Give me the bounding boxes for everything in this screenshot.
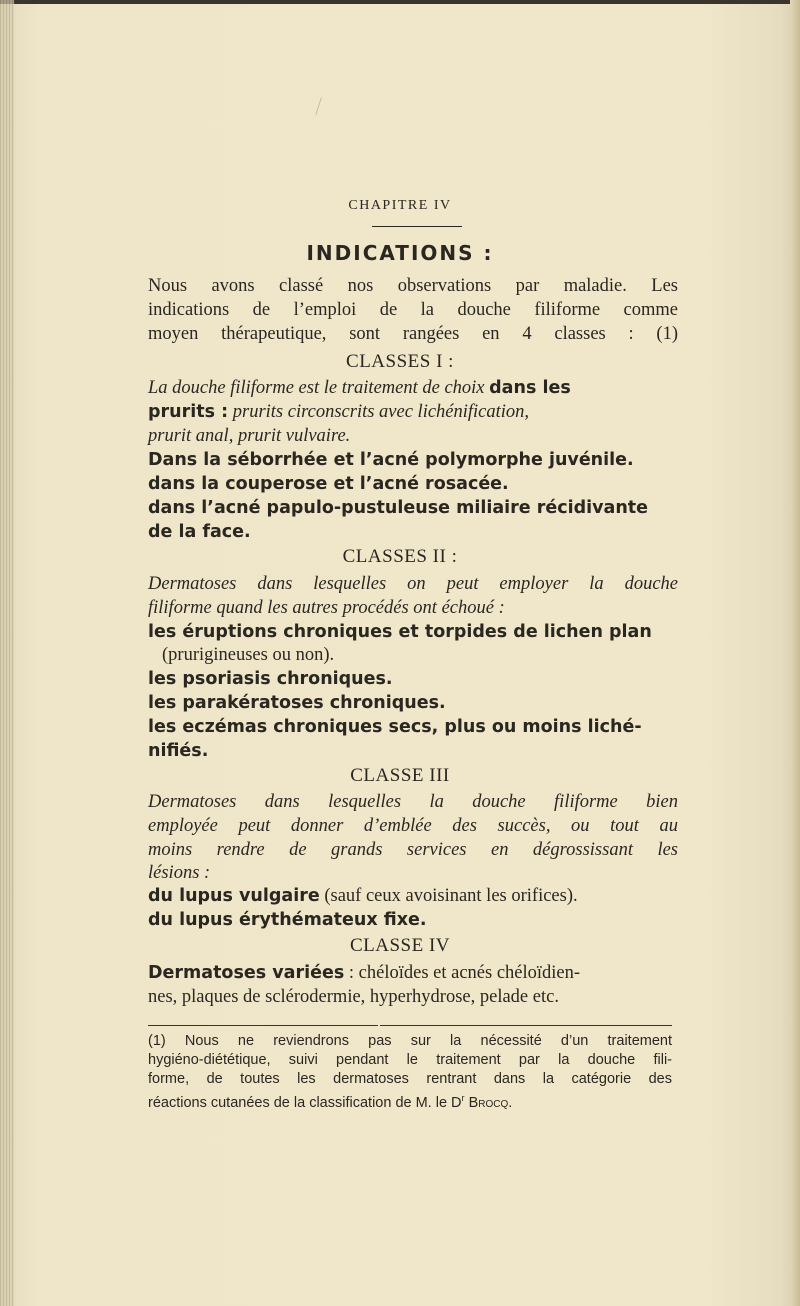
class-3-intro-4: lésions :: [148, 863, 211, 883]
class-3-intro-2: employée peut donner d’emblée des succès, ou tout au: [148, 816, 678, 836]
class-3-line-1: [148, 884, 678, 908]
class-1-line-2: [148, 400, 678, 424]
class-2-item-2: les parakératoses chroniques.: [148, 693, 446, 713]
footnote-sup: r: [461, 1093, 465, 1103]
class-2-line-2: (prurigineuses ou non).: [162, 645, 335, 665]
footnote-rule-left: [148, 1025, 378, 1026]
class-2-intro-2: filiforme quand les autres procédés ont échoué :: [148, 598, 505, 618]
class-1-line-3: prurit anal, prurit vulvaire.: [148, 426, 351, 446]
intro-line-2: indications de l’emploi de la douche filiforme comme: [148, 300, 678, 320]
class-2-line-1: les éruptions chroniques et torpides de lichen plan: [148, 622, 652, 642]
title-rule: [372, 226, 462, 227]
footnote-author: Brocq.: [468, 1094, 513, 1111]
class-1-item-1: Dans la séborrhée et l’acné polymorphe juvénile.: [148, 450, 634, 470]
class-4-line-1-bold: Dermatoses variées: [148, 963, 345, 983]
class-4-line-2: nes, plaques de sclérodermie, hyperhydrose, pelade etc.: [148, 987, 559, 1007]
footnote-line-2: hygiéno-diététique, suivi pendant le traitement par la douche fili-: [148, 1052, 672, 1068]
footnote-line-4-text: réactions cutanées de la classification de M. le D: [148, 1094, 462, 1111]
class-1-item-4: de la face.: [148, 522, 251, 542]
class-1-line-1-bold: dans les: [489, 378, 571, 398]
class-4-line-1-plain: : chéloïdes et acnés chéloïdien-: [348, 963, 581, 983]
class-1-line-1-italic: La douche filiforme est le traitement de choix: [148, 378, 485, 398]
intro-line-1: Nous avons classé nos observations par maladie. Les: [148, 276, 678, 296]
class-3-heading: CLASSE III: [350, 765, 450, 786]
footnote-rule-right: [380, 1025, 672, 1026]
class-2-item-1: les psoriasis chroniques.: [148, 669, 393, 689]
class-1-heading: CLASSES I :: [346, 351, 454, 372]
chapter-heading: CHAPITRE IV: [348, 198, 452, 213]
class-4-heading: CLASSE IV: [349, 935, 451, 956]
class-1-line-2-bold: prurits :: [148, 402, 229, 422]
class-2-item-3: les eczémas chroniques secs, plus ou moins liché-: [148, 717, 642, 737]
ink-mark: [315, 97, 327, 116]
class-3-line-1-plain: (sauf ceux avoisinant les orifices).: [324, 886, 578, 906]
page-edge: [790, 0, 800, 1306]
class-2-intro-1: Dermatoses dans lesquelles on peut employer la douche: [148, 574, 678, 594]
class-1-item-2: dans la couperose et l’acné rosacée.: [148, 474, 509, 494]
class-1-line-1: [148, 376, 678, 400]
class-2-heading: CLASSES II :: [342, 546, 458, 567]
class-1-line-2-italic: prurits circonscrits avec lichénification,: [232, 402, 530, 422]
intro-line-3: moyen thérapeutique, sont rangées en 4 classes : (1): [148, 324, 678, 344]
class-3-intro-3: moins rendre de grands services en dégrossissant les: [148, 840, 678, 860]
section-title: INDICATIONS :: [306, 241, 494, 265]
class-3-line-2: du lupus érythémateux fixe.: [148, 910, 427, 930]
class-1-item-3: dans l’acné papulo-pustuleuse miliaire récidivante: [148, 498, 649, 518]
class-3-line-1-bold: du lupus vulgaire: [148, 886, 320, 906]
footnote-line-3: forme, de toutes les dermatoses rentrant dans la catégorie des: [148, 1071, 672, 1087]
footnote-line-4: [148, 1089, 672, 1113]
class-2-item-4: nifiés.: [148, 741, 209, 761]
book-spine-shadow: [0, 0, 14, 1306]
top-border: [0, 0, 800, 4]
class-3-intro-1: Dermatoses dans lesquelles la douche filiforme bien: [148, 792, 678, 812]
footnote-line-1: (1) Nous ne reviendrons pas sur la nécessité d’un traitement: [148, 1033, 672, 1049]
class-4-line-1: [148, 961, 678, 985]
